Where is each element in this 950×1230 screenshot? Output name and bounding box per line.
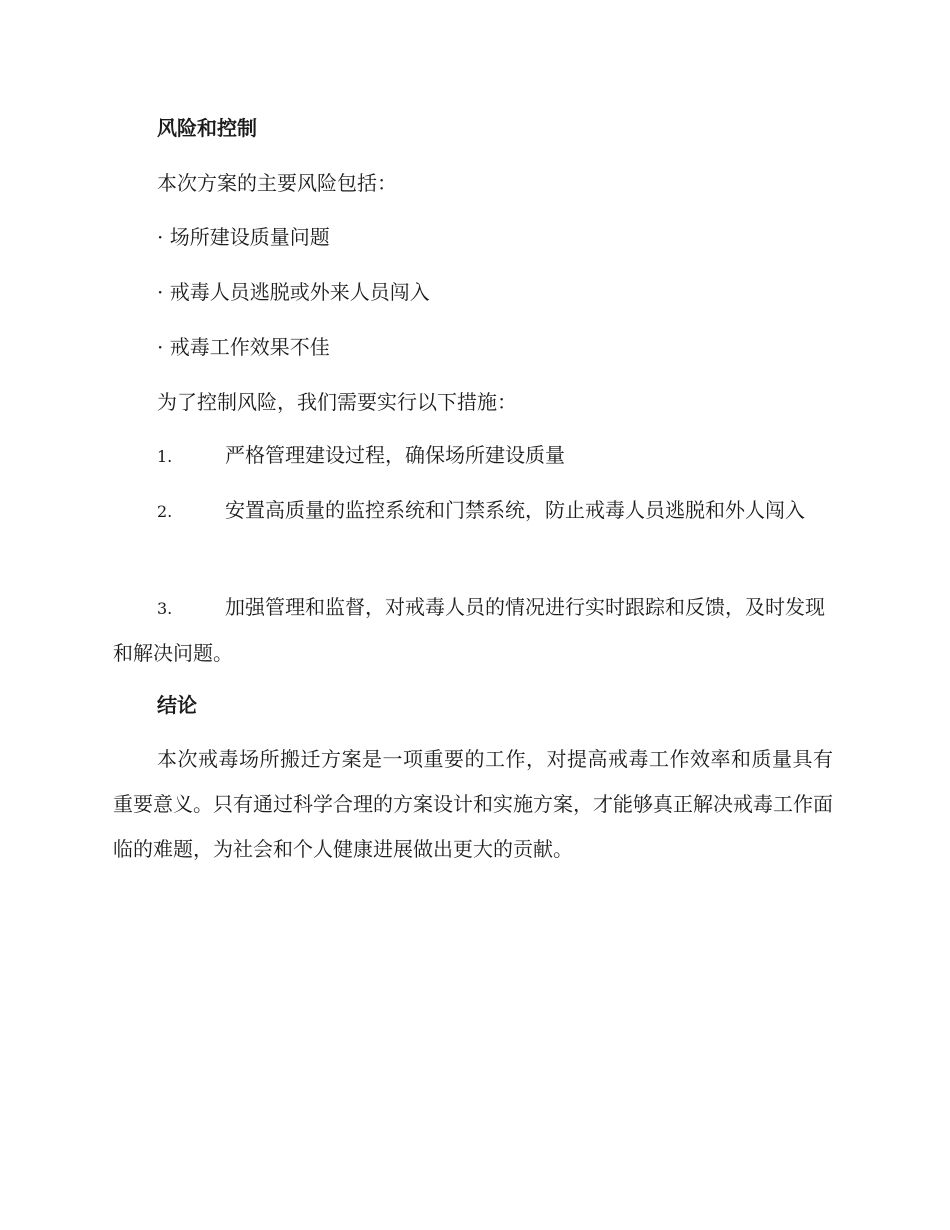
measure-text: 严格管理建设过程，确保场所建设质量 (225, 443, 565, 467)
risk-item: · 场所建设质量问题 (157, 225, 330, 249)
risk-item: · 戒毒工作效果不佳 (157, 335, 330, 359)
measure-text: 安置高质量的监控系统和门禁系统，防止戒毒人员逃脱和外人闯入 (225, 498, 805, 522)
conclusion-body: 本次戒毒场所搬迁方案是一项重要的工作，对提高戒毒工作效率和质量具有重要意义。只有通过科学合理的方案设计和实施方案，才能够真正解决戒毒工作面临的难题，为社会和个人健康进展做出更大的贡献。 (113, 747, 833, 861)
risk-intro: 本次方案的主要风险包括： (157, 171, 397, 195)
measure-item (113, 585, 833, 676)
measures-intro: 为了控制风险，我们需要实行以下措施： (157, 390, 517, 414)
measure-number: 1. (157, 447, 173, 466)
measure-number: 3. (157, 599, 173, 618)
risk-item: · 戒毒人员逃脱或外来人员闯入 (157, 280, 430, 304)
measure-number: 2. (157, 502, 173, 521)
conclusion-heading: 结论 (157, 693, 197, 717)
risk-section-heading: 风险和控制 (157, 116, 257, 140)
measure-item (113, 433, 833, 479)
measure-text: 加强管理和监督，对戒毒人员的情况进行实时跟踪和反馈，及时发现和解决问题。 (113, 595, 825, 665)
measure-item (113, 488, 833, 534)
